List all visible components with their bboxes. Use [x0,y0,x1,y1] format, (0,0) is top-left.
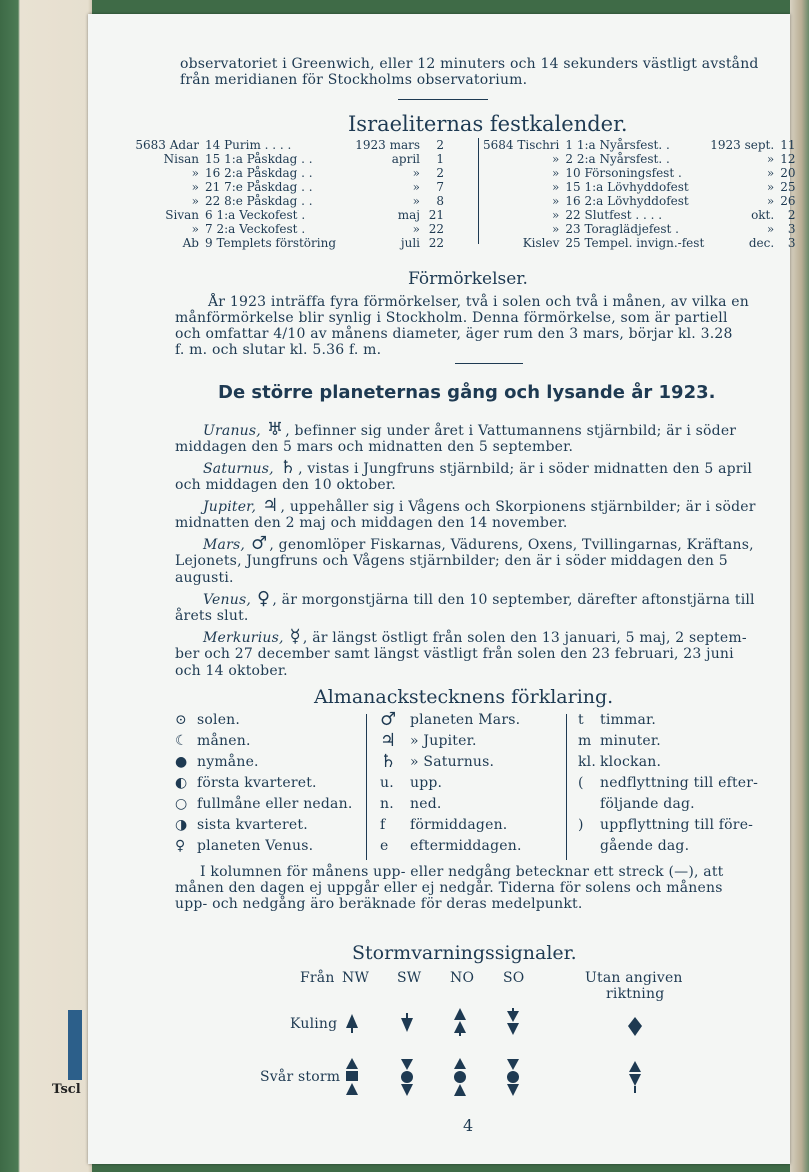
legend-symbol-icon: ) [578,817,584,833]
israeli-cell: maj [397,208,421,222]
legend-label: » Saturnus. [410,754,495,770]
israeli-cell: 2 [436,138,445,152]
signal-storm-nw [344,1057,360,1097]
israeli-cell: » [412,166,421,180]
planet-name: Uranus, [203,423,261,439]
israeli-left-table [100,138,480,258]
storm-nodir-2: riktning [606,986,665,1002]
legend-label: upp. [410,775,443,791]
planet-continuation: middagen den 5 mars och midnatten den 5 september. [175,439,574,455]
book-edge-label [68,1010,82,1080]
israeli-row [100,222,447,236]
planet-name: Merkurius, [203,630,284,646]
signal-kuling-so [505,1007,521,1037]
legend-label: solen. [197,712,241,728]
israeli-cell: » [766,222,775,236]
israeli-row [480,194,798,208]
israeli-cell: » [191,194,199,208]
planet-symbol-icon: ♄ [279,457,297,478]
israeli-cell: 7 [436,180,445,194]
legend-divider-2 [566,714,567,860]
planet-text: , vistas i Jungfruns stjärnbild; är i söder midnatten den 5 april [298,461,753,477]
israeli-cell: 21 [428,208,445,222]
israeli-row [100,152,447,166]
storm-row-svar: Svår storm [260,1069,341,1085]
planet-line [203,533,754,554]
israeli-row [100,194,447,208]
israeli-cell: » [552,194,560,208]
israeli-cell: 16 2:a Påskdag . . [205,166,313,180]
israeli-row [480,180,798,194]
israeli-cell: 8 [436,194,445,208]
legend-symbol-icon: ⊙ [175,712,187,728]
signal-kuling-nodir [627,1016,643,1038]
israeli-cell: 1 1:a Nyårsfest. . [565,138,670,152]
israeli-cell: Ab [182,236,199,250]
israeli-cell: » [191,222,199,236]
israeli-cell: 2 2:a Nyårsfest. . [565,152,670,166]
legend-symbol-icon: kl. [578,754,597,770]
signal-kuling-sw [399,1012,415,1034]
israeli-cell: 26 [780,194,796,208]
signal-storm-sw [399,1057,415,1097]
book-edge-left [0,0,92,1172]
legend-symbol-icon: f [380,817,386,833]
israeli-row [100,166,447,180]
legend-label: minuter. [600,733,661,749]
storm-from-label: Från [300,970,335,986]
storm-dir-sw: SW [397,970,422,986]
legend-label: » Jupiter. [410,733,477,749]
israeli-cell: » [412,222,421,236]
legend-label: planeten Venus. [197,838,314,854]
israeli-row [100,208,447,222]
legend-label: ned. [410,796,442,812]
israeli-cell: okt. [751,208,775,222]
israeli-cell: » [552,222,560,236]
israeli-cell: » [766,152,775,166]
israeli-cell: 10 Försoningsfest . [565,166,682,180]
israeli-cell: 7 2:a Veckofest . [205,222,306,236]
planets-title: De större planeternas gång och lysande år 1923. [218,382,716,403]
storm-title: Stormvarningssignaler. [352,942,577,964]
israeli-cell: 6 1:a Veckofest . [205,208,306,222]
legend-label: klockan. [600,754,662,770]
storm-row-kuling: Kuling [290,1016,338,1032]
legend-symbol-icon: ◐ [175,775,188,791]
legend-label: månen. [197,733,251,749]
planet-text: , genomlöper Fiskarnas, Vädurens, Oxens, Tvillingarnas, Kräftans, [269,537,754,553]
almanac-page [88,14,796,1164]
israeli-row [100,236,447,250]
eclipse-line-1: År 1923 inträffa fyra förmörkelser, två i solen och två i månen, av vilka en [208,294,749,310]
israeli-cell: 22 [428,222,445,236]
signal-storm-so [505,1057,521,1097]
israeli-cell: 15 1:a Lövhyddofest [565,180,689,194]
legend-label: fullmåne eller nedan. [197,796,353,812]
israeli-cell: 3 [787,222,796,236]
intro-line-1: observatoriet i Greenwich, eller 12 minuters och 14 sekunders västligt avstånd [180,56,759,72]
israeli-cell: » [191,180,199,194]
planet-continuation: ber och 27 december samt längst västligt från solen den 23 februari, 23 juni [175,646,734,662]
israeli-cell: 20 [780,166,796,180]
israeli-right-table [480,138,796,258]
legend-label: följande dag. [600,796,695,812]
legend-symbol-icon: ☾ [175,733,188,749]
legend-symbol-icon: n. [380,796,394,812]
planet-text: , är längst östligt från solen den 13 januari, 5 maj, 2 septem- [302,630,747,646]
divider [455,363,523,364]
israeli-row [480,166,798,180]
israeli-cell: Sivan [165,208,199,222]
israeli-row [480,222,798,236]
legend-symbol-icon: ♃ [380,730,397,751]
israeli-row [480,208,798,222]
storm-dir-nw: NW [342,970,370,986]
planet-line [203,495,756,516]
legend-symbol-icon: ○ [175,796,188,812]
page-number: 4 [463,1116,474,1135]
israeli-cell: 11 [780,138,796,152]
israeli-cell: 1923 sept. [710,138,775,152]
signal-kuling-nw [344,1012,360,1034]
israeli-cell: 22 [428,236,445,250]
planet-symbol-icon: ♂ [251,533,268,554]
planet-symbol-icon: ♃ [262,495,279,516]
legend-label: planeten Mars. [410,712,521,728]
planet-text: , är morgonstjärna till den 10 september, därefter aftonstjärna till [272,592,755,608]
israeli-cell: Kislev [522,236,560,250]
israeli-cell: 22 Slutfest . . . . [565,208,663,222]
legend-symbol-icon: t [578,712,584,728]
israeli-row [480,236,798,250]
israeli-cell: 1923 mars [355,138,421,152]
israeli-cell: 16 2:a Lövhyddofest [565,194,689,208]
legend-label: timmar. [600,712,657,728]
israeli-cell: 12 [780,152,796,166]
israeli-cell: 3 [787,236,796,250]
planet-continuation: midnatten den 2 maj och middagen den 14 november. [175,515,568,531]
planet-continuation: Lejonets, Jungfruns och Vågens stjärnbilder; den är i söder middagen den 5 [175,553,728,569]
planet-name: Jupiter, [203,499,257,515]
planet-continuation: och 14 oktober. [175,663,288,679]
planet-symbol-icon: ☿ [289,626,301,647]
israeli-cell: » [552,152,560,166]
legend-label: förmiddagen. [410,817,508,833]
planet-name: Saturnus, [203,461,274,477]
israeli-cell: Nisan [163,152,199,166]
legend-label: uppflyttning till före- [600,817,754,833]
israeli-title: Israeliternas festkalender. [348,112,628,136]
planet-line [203,419,737,440]
signal-kuling-no [452,1007,468,1037]
legend-symbol-icon: e [380,838,389,854]
spine-text: Tscl [52,1082,81,1097]
legend-symbol-icon: ♀ [175,838,186,854]
israeli-cell: 5683 Adar [135,138,199,152]
planet-symbol-icon: ♅ [266,419,284,440]
planet-line [203,457,753,478]
planet-text: , befinner sig under året i Vattumannens stjärnbild; är i söder [285,423,737,439]
eclipse-line-3: och omfattar 4/10 av månens diameter, äger rum den 3 mars, börjar kl. 3.28 [175,326,733,342]
israeli-cell: 21 7:e Påskdag . . [205,180,313,194]
storm-dir-so: SO [503,970,525,986]
legend-symbol-icon: ● [175,754,188,770]
israeli-cell: 5684 Tischri [483,138,560,152]
israeli-cell: » [552,180,560,194]
planet-continuation: augusti. [175,570,234,586]
israeli-cell: 23 Toraglädjefest . [565,222,679,236]
israeli-cell: 2 [436,166,445,180]
israeli-cell: 25 [780,180,796,194]
planet-continuation: och middagen den 10 oktober. [175,477,396,493]
israeli-cell: 2 [787,208,796,222]
legend-symbol-icon: ◑ [175,817,188,833]
israeli-cell: » [412,194,421,208]
planet-continuation: årets slut. [175,608,249,624]
legend-note-3: upp- och nedgång äro beräknade för deras medelpunkt. [175,896,583,912]
israeli-cell: 25 Tempel. invign.-fest [565,236,705,250]
legend-symbol-icon: ( [578,775,584,791]
planet-name: Mars, [203,537,246,553]
israeli-cell: » [766,166,775,180]
legend-divider-1 [366,714,367,860]
israeli-row [100,180,447,194]
israeli-cell: » [766,180,775,194]
legend-label: eftermiddagen. [410,838,522,854]
legend-label: nedflyttning till efter- [600,775,759,791]
israeli-cell: » [191,166,199,180]
israeli-cell: » [766,194,775,208]
legend-note-1: I kolumnen för månens upp- eller nedgång betecknar ett streck (—), att [200,864,724,880]
storm-nodir-1: Utan angiven [585,970,683,986]
eclipse-title: Förmörkelser. [408,269,528,289]
legend-symbol-icon: m [578,733,592,749]
planet-line [203,626,747,647]
israeli-cell: dec. [748,236,775,250]
israeli-row [480,138,798,152]
planet-symbol-icon: ♀ [256,588,271,609]
divider [398,99,488,100]
israeli-cell: 22 8:e Påskdag . . [205,194,313,208]
legend-label: gående dag. [600,838,690,854]
signal-storm-nodir [627,1060,643,1094]
planet-name: Venus, [203,592,251,608]
legend-symbol-icon: ♄ [380,751,397,772]
israeli-cell: juli [400,236,421,250]
israeli-cell: 15 1:a Påskdag . . [205,152,313,166]
israeli-cell: » [552,166,560,180]
eclipse-line-2: månförmörkelse blir synlig i Stockholm. Denna förmörkelse, som är partiell [175,310,728,326]
israeli-divider [478,138,479,244]
legend-symbol-icon: ♂ [380,709,397,730]
israeli-cell: 14 Purim . . . . [205,138,292,152]
signal-storm-no [452,1057,468,1097]
israeli-row [100,138,447,152]
israeli-cell: april [391,152,421,166]
eclipse-line-4: f. m. och slutar kl. 5.36 f. m. [175,342,382,358]
planet-text: , uppehåller sig i Vågens och Skorpionens stjärnbilder; är i söder [280,499,756,515]
storm-dir-no: NO [450,970,475,986]
israeli-cell: 9 Templets förstöring [205,236,337,250]
legend-label: sista kvarteret. [197,817,308,833]
legend-label: nymåne. [197,754,259,770]
legend-label: första kvarteret. [197,775,317,791]
intro-line-2: från meridianen för Stockholms observatorium. [180,72,528,88]
legend-symbol-icon: u. [380,775,394,791]
legend-title: Almanackstecknens förklaring. [314,686,614,708]
planet-line [203,588,755,609]
israeli-cell: » [412,180,421,194]
israeli-cell: 1 [436,152,445,166]
israeli-cell: » [552,208,560,222]
israeli-row [480,152,798,166]
legend-note-2: månen den dagen ej uppgår eller ej nedgår. Tiderna för solens och månens [175,880,723,896]
